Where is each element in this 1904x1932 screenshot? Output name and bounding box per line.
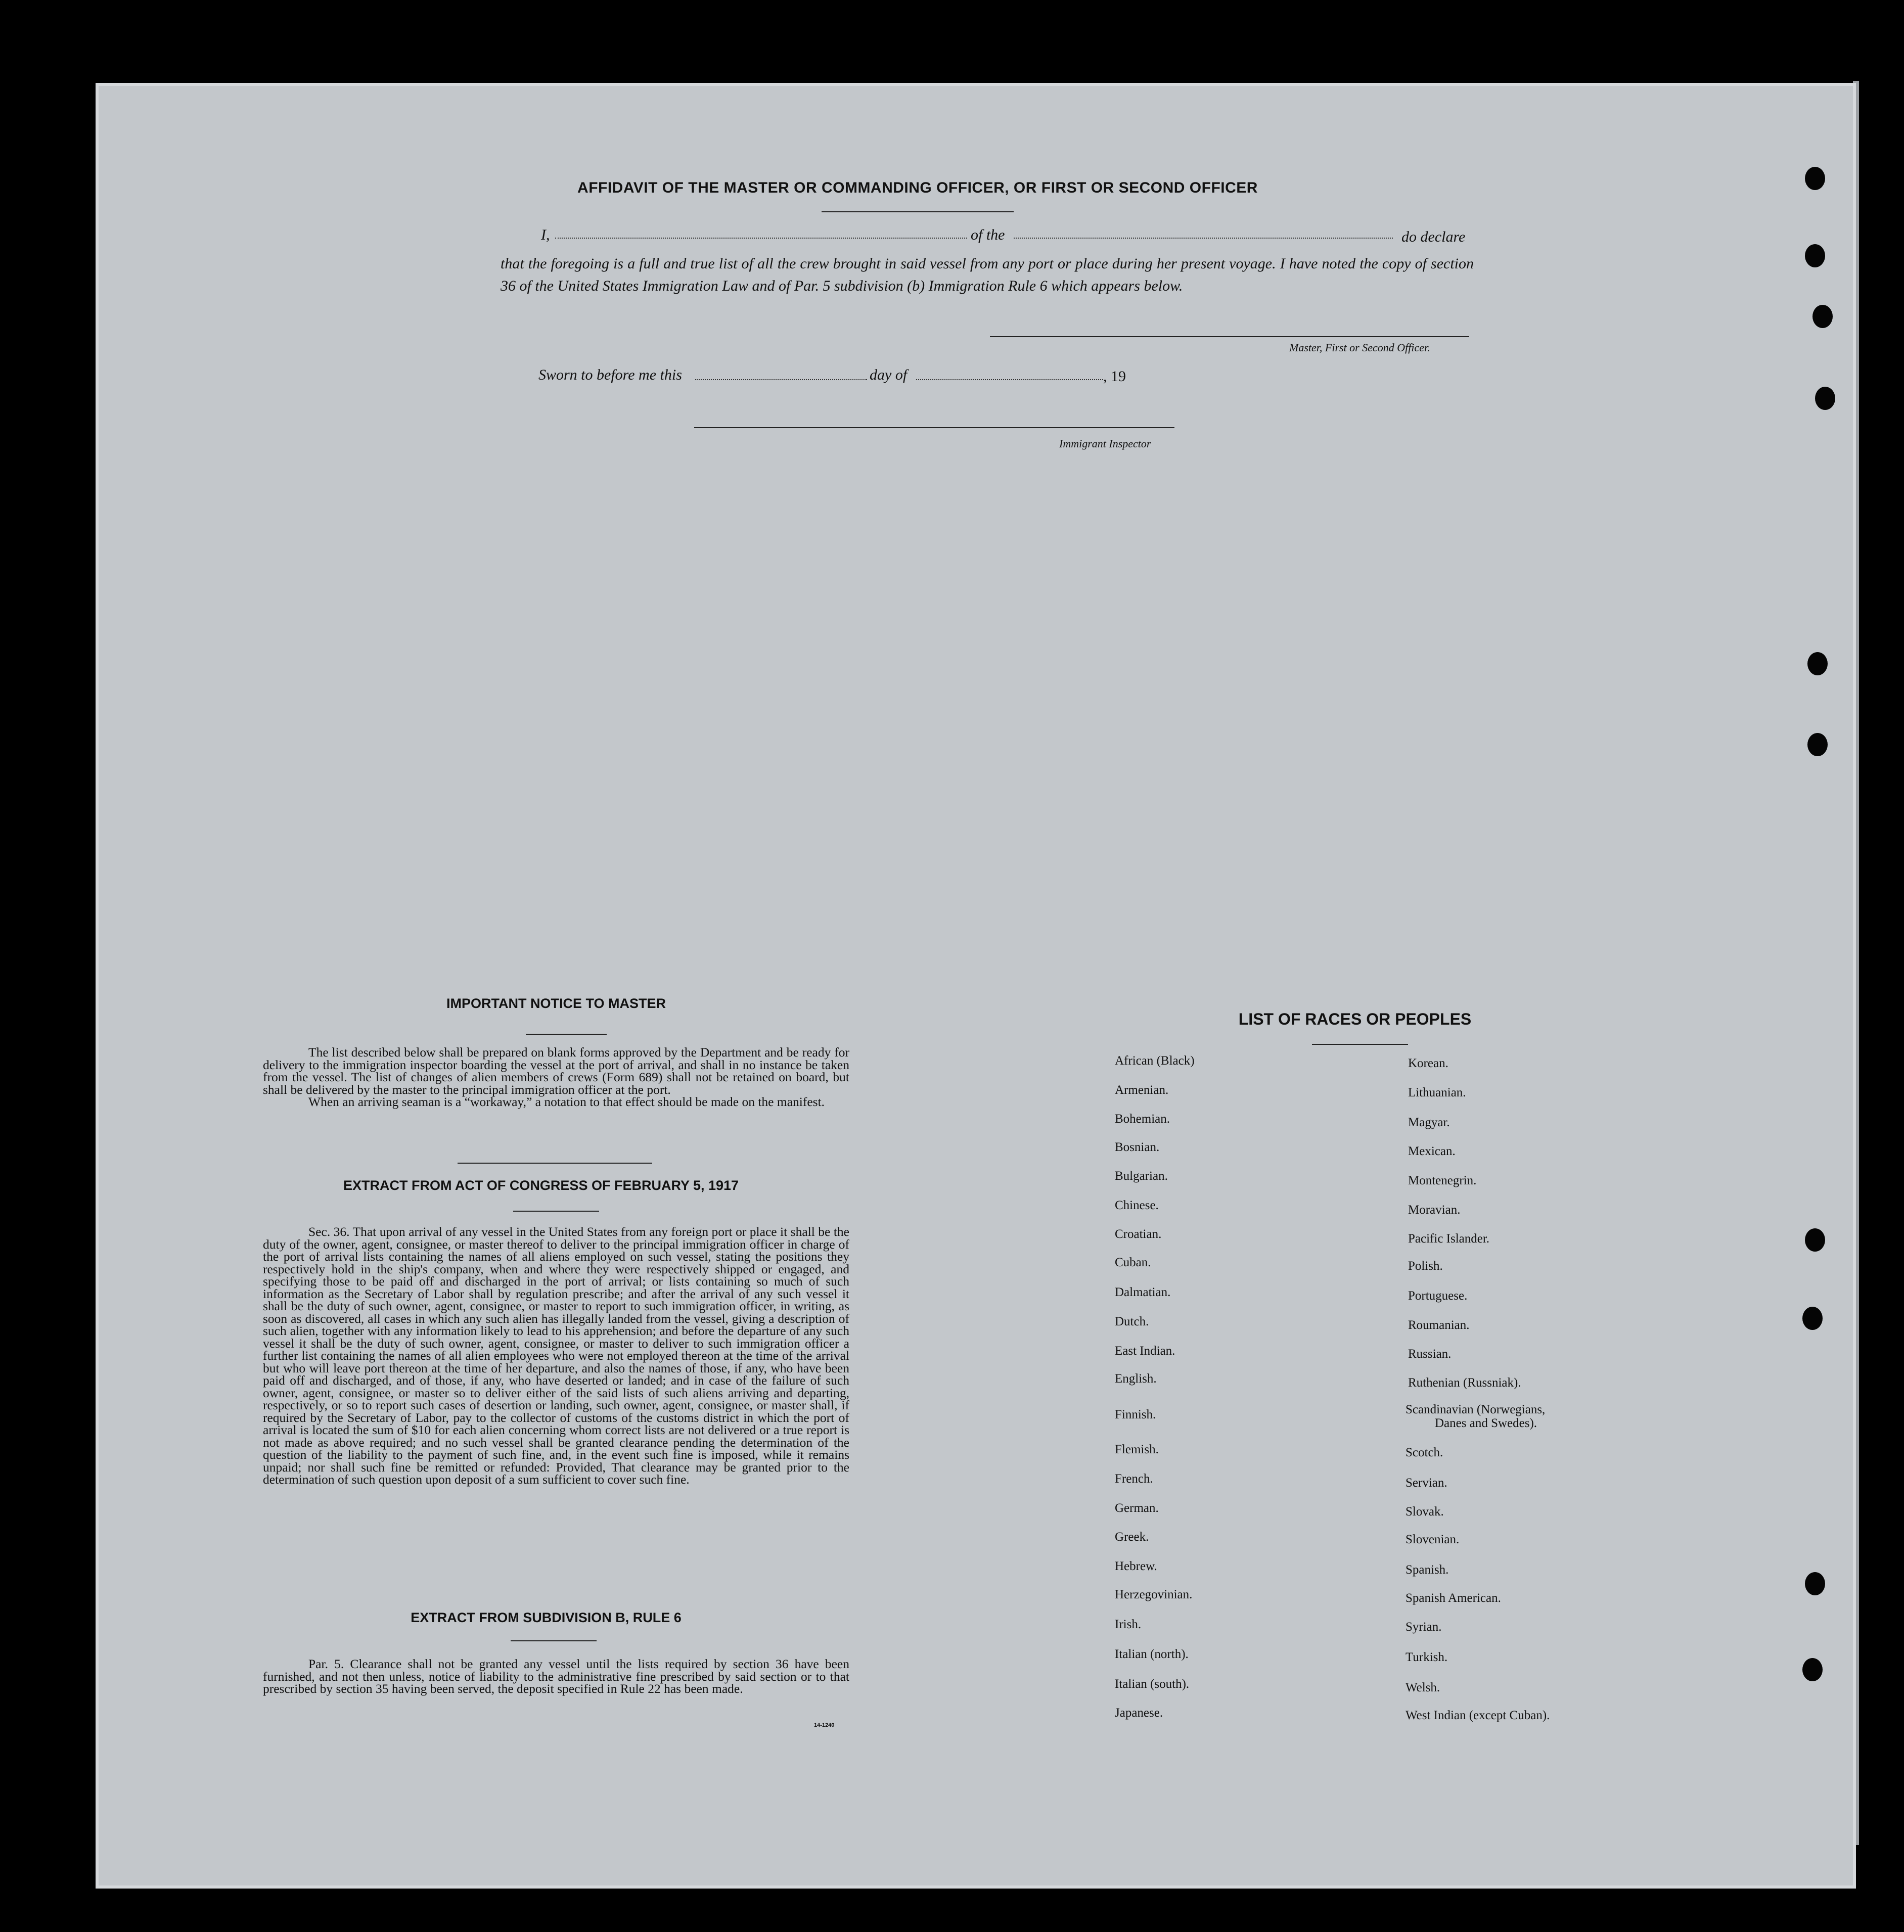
affidavit-body: that the foregoing is a full and true list of all the crew brought in said vessel from any port or place during her present voyage. I have noted the copy of section 36 of the United States Immigration Law and of Par. 5 subdivision (b) Immigration Rule 6 which appears below. [501,255,1474,294]
affidavit-of-the-label: of the [971,226,1005,243]
race-left: Greek. [1115,1530,1149,1544]
race-left: Bulgarian. [1115,1169,1168,1183]
race-left: German. [1115,1501,1159,1515]
race-left: Cuban. [1115,1256,1151,1269]
punch-hole [1805,167,1825,190]
notice-paragraph: When an arriving seaman is a “workaway,” a notation to that effect should be made on the manifest. [308,1094,825,1109]
race-right: Korean. [1408,1056,1448,1070]
race-left: Japanese. [1115,1706,1163,1720]
races-title: LIST OF RACES OR PEOPLES [1238,1010,1472,1028]
race-left: Italian (north). [1115,1647,1189,1661]
rule-extract-title: EXTRACT FROM SUBDIVISION B, RULE 6 [411,1610,682,1625]
master-signature-line [990,336,1469,337]
punch-hole [1815,387,1835,410]
race-left: Croatian. [1115,1227,1162,1241]
race-right: Portuguese. [1408,1289,1468,1303]
race-left: Dutch. [1115,1315,1149,1328]
race-right: Roumanian. [1408,1318,1470,1332]
rule-extract-body [263,1658,849,1695]
punch-hole [1812,305,1833,328]
vessel-blank [1014,238,1393,239]
race-left: Italian (south). [1115,1677,1190,1691]
punch-hole [1805,1228,1825,1252]
rule-6-text: Par. 5. Clearance shall not be granted any vessel until the lists required by section 36 have been furnished, and not then unless, notice of liability to the administrative fine prescribed by said section or to that prescribed by section 35 having been served, the deposit specified in Rule 22 has been made. [263,1657,849,1696]
act-extract-body [263,1226,849,1486]
race-right: Spanish American. [1406,1591,1501,1605]
affidavit-do-declare: do declare [1401,228,1466,245]
day-of-label: day of [870,366,908,383]
race-left: Chinese. [1115,1199,1159,1212]
race-left: English. [1115,1372,1157,1386]
notice-body [263,1046,849,1109]
month-blank [916,379,1103,380]
punch-hole [1802,1658,1823,1681]
sworn-label: Sworn to before me this [538,366,682,383]
race-right: Mexican. [1408,1144,1456,1158]
race-right: Scotch. [1406,1446,1443,1459]
race-right: Pacific Islander. [1408,1232,1490,1246]
notice-paragraph: The list described below shall be prepared on blank forms approved by the Department and be ready for delivery to the immigration inspector boarding the vessel at the port of arrival, and shall in no instance be taken from the vessel. The list of changes of alien members of crews (Form 689) shall not be retained on board, but shall be delivered by the master to the principal immigration officer at the port. [263,1045,849,1097]
sworn-day-blank [695,379,867,380]
race-right: Welsh. [1406,1681,1440,1694]
race-left: East Indian. [1115,1344,1175,1358]
affidavit-i-label: I, [541,226,550,243]
race-right: Magyar. [1408,1116,1450,1129]
punch-hole [1805,1572,1825,1595]
race-left: Hebrew. [1115,1559,1157,1573]
act-extract-underline [513,1211,599,1212]
race-right: Slovak. [1406,1505,1444,1519]
race-right: West Indian (except Cuban). [1406,1709,1550,1722]
title-underline [822,211,1014,212]
inspector-signature-line [694,427,1174,428]
race-right: Polish. [1408,1259,1443,1273]
race-right: Spanish. [1406,1563,1449,1577]
act-extract-title: EXTRACT FROM ACT OF CONGRESS OF FEBRUARY 5, 1917 [343,1178,739,1193]
race-right: Ruthenian (Russniak). [1408,1376,1521,1390]
race-right: Scandinavian (Norwegians, [1406,1403,1546,1416]
punch-hole [1807,652,1828,675]
form-number: 14-1240 [814,1722,835,1728]
notice-underline [526,1034,607,1035]
race-left: Dalmatian. [1115,1285,1171,1299]
race-left: Armenian. [1115,1083,1169,1097]
race-right: Russian. [1408,1347,1452,1361]
race-right: Lithuanian. [1408,1086,1466,1099]
section-divider [458,1163,652,1164]
notice-title: IMPORTANT NOTICE TO MASTER [446,996,666,1011]
race-right: Montenegrin. [1408,1174,1477,1187]
race-left: French. [1115,1472,1153,1486]
race-right: Syrian. [1406,1620,1442,1634]
race-right: Moravian. [1408,1203,1461,1217]
races-underline [1312,1044,1408,1045]
race-left: Finnish. [1115,1408,1156,1421]
race-left: Flemish. [1115,1443,1159,1456]
year-label: , 19 [1103,368,1126,385]
race-right: Slovenian. [1406,1533,1460,1546]
race-left: Irish. [1115,1618,1142,1631]
race-right-continued: Danes and Swedes). [1435,1416,1537,1430]
affidavit-title: AFFIDAVIT OF THE MASTER OR COMMANDING OFFICER, OR FIRST OR SECOND OFFICER [577,179,1258,196]
race-left: Bosnian. [1115,1140,1160,1154]
race-left: Herzegovinian. [1115,1588,1193,1601]
race-right: Turkish. [1406,1650,1448,1664]
race-left: African (Black) [1115,1054,1195,1068]
race-right: Servian. [1406,1476,1447,1490]
name-blank [555,238,967,239]
master-caption: Master, First or Second Officer. [1289,341,1430,354]
punch-hole [1802,1307,1823,1330]
race-left: Bohemian. [1115,1112,1170,1126]
section-36-text: Sec. 36. That upon arrival of any vessel in the United States from any foreign port or place it shall be the duty of the owner, agent, consignee, or master thereof to deliver to the principal immigration officer in charge of the port of arrival lists containing the names of all aliens employed on such vessel, stating the positions they respectively hold in the ship's company, when and where they were respectively shipped or engaged, and specifying those to be paid off and discharged in the port of arrival; or lists containing so much of such information as the Secretary of Labor shall by regulation prescribe; and after the arrival of any such vessel it shall be the duty of such owner, agent, consignee, or master to report to such immigration officer, in writing, as soon as discovered, all cases in which any such alien has illegally landed from the vessel, giving a description of such alien, together with any information likely to lead to his apprehension; and before the departure of any such vessel it shall be the duty of such owner, agent, consignee, or master to deliver to such immigration officer a further list containing the names of all alien employees who were not employed thereon at the time of the arrival but who will leave port thereon at the time of her departure, and also the names of those, if any, who have been paid off and discharged, and of those, if any, who have deserted or landed; and in case of the failure of such owner, agent, consignee, or master so to deliver either of the said lists of such aliens arriving and departing, respectively, or so to report such cases of desertion or landing, such owner, agent, consignee, or master shall, if required by the Secretary of Labor, pay to the collector of customs of the customs district in which the port of arrival is located the sum of $10 for each alien concerning whom correct lists are not delivered or a true report is not made as above required; and no such vessel shall be granted clearance pending the determination of the question of the liability to the payment of such fine, and, in the event such fine is imposed, while it remains unpaid; nor shall such fine be remitted or refunded: Provided, That clearance may be granted prior to the determination of such question upon deposit of a sum sufficient to cover such fine. [263,1224,849,1487]
punch-hole [1807,733,1828,756]
rule-extract-underline [511,1640,597,1641]
inspector-caption: Immigrant Inspector [1059,437,1151,450]
page-edge [1853,81,1859,1845]
punch-hole [1805,244,1825,267]
